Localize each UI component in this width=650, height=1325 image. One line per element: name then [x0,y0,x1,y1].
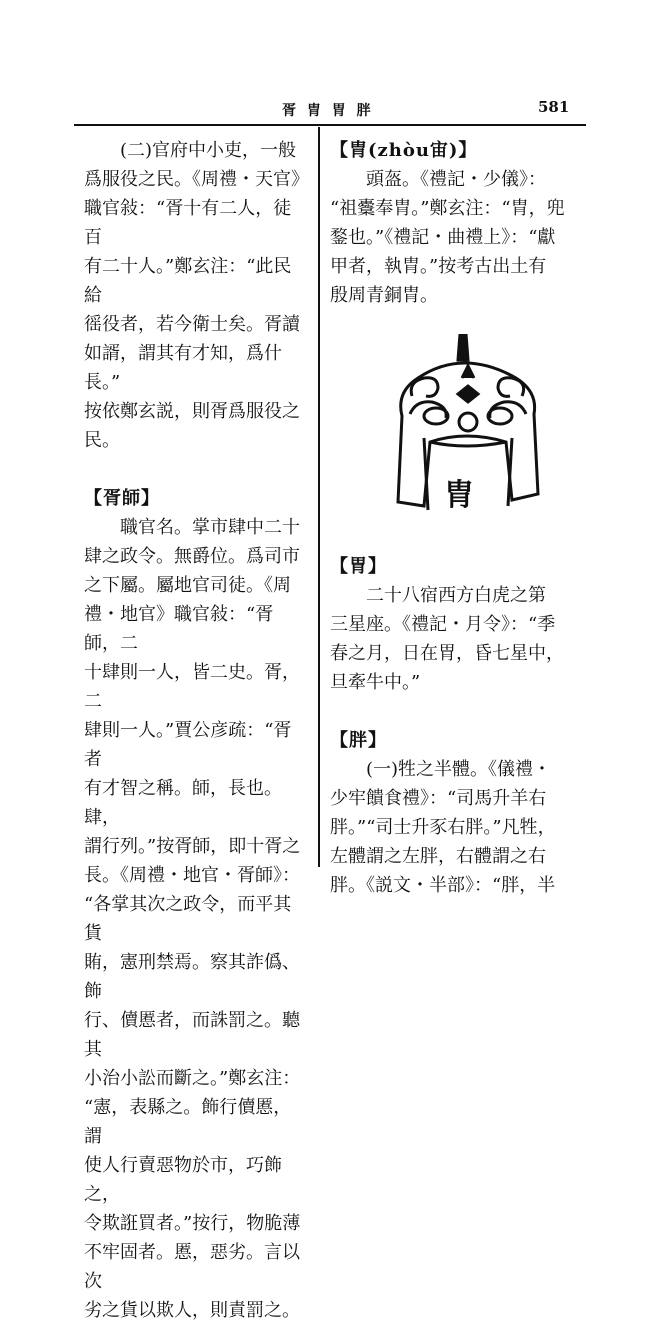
text-line: 少牢饋食禮》：“司馬升羊右 [330,788,547,809]
text-line: 胖。《説文・半部》：“胖，半 [330,875,556,896]
text-line: 肆則一人。”賈公彦疏：“胥者 [84,720,292,770]
text-line: 爲服役之民。《周禮・天官》 [84,169,309,190]
text-line: “各掌其次之政令，而平其貨 [84,894,292,944]
text-line: 使人行賣惡物於市，巧飾之， [84,1155,282,1205]
entry-heading: 【胄(zhòu宙)】 [330,140,478,161]
entry-heading: 【胥師】 [84,488,160,509]
text-line: 賄，憲刑禁焉。察其詐僞、飾 [84,952,300,1002]
header-rule [74,124,586,126]
text-line: 旦牽牛中。” [330,672,421,693]
entry-heading: 【胃】 [330,556,387,577]
text-line: 鍪也。”《禮記・曲禮上》：“獻 [330,227,556,248]
text-line: 有才智之稱。師，長也。肆， [84,778,282,828]
text-line: 按依鄭玄説，則胥爲服役之 [84,401,300,422]
text-line: 春之月，日在胃，昏七星中， [330,643,564,664]
page-number: 581 [538,98,570,116]
text-line: 之下屬。屬地官司徒。《周 [84,575,291,596]
text-line: (二)官府中小吏，一般 [120,140,297,161]
figure-caption-glyph: 胄 [444,478,474,513]
text-line: 民。 [84,430,120,451]
text-line: “憲，表縣之。飾行儥慝，謂 [84,1097,292,1147]
left-column [84,136,309,1325]
text-line: 謂行列。”按胥師，即十胥之 [84,836,301,857]
right-column [330,136,575,900]
text-line: 職官敍：“胥十有二人，徒百 [84,198,292,248]
text-line: 徭役者，若今衛士矣。胥讀 [84,314,300,335]
text-line: 甲者，執胄。”按考古出土有 [330,256,547,277]
text-line: 頭盔。《禮記・少儀》： [366,169,546,190]
text-line: 左體謂之左胖，右體謂之右 [330,846,546,867]
entry-heading: 【胖】 [330,730,387,751]
text-line: 令欺誑買者。”按行，物脆薄 [84,1213,301,1234]
text-line: 小治小訟而斷之。”鄭玄注： [84,1068,301,1089]
text-line: 職官名。掌市肆中二十 [120,517,300,538]
running-header: 胥 胄 胃 胖 [282,103,374,119]
text-line: 有二十人。”鄭玄注：“此民給 [84,256,292,306]
text-line: 肆之政令。無爵位。爲司市 [84,546,300,567]
text-line: 不牢固者。慝，惡劣。言以次 [84,1242,300,1292]
text-line: 三星座。《禮記・月令》：“季 [330,614,556,635]
text-line: 劣之貨以欺人，則責罰之。 [84,1300,300,1321]
text-line: 胖。”“司士升豕右胖。”凡牲， [330,817,556,838]
text-line: 行、儥慝者，而誅罰之。聽其 [84,1010,300,1060]
text-line: 長。《周禮・地官・胥師》： [84,865,300,886]
text-line: (一)牲之半體。《儀禮・ [366,759,552,780]
text-line: 殷周青銅胄。 [330,285,438,306]
text-line: 十肆則一人，皆二史。胥，二 [84,662,300,712]
text-line: “祖櫜奉胄。”鄭玄注：“胄，兜 [330,198,565,219]
text-line: 二十八宿西方白虎之第 [366,585,546,606]
column-divider [318,127,320,867]
text-line: 禮・地官》職官敍：“胥師，二 [84,604,274,654]
text-line: 如諝，謂其有才知，爲什長。” [84,343,282,393]
